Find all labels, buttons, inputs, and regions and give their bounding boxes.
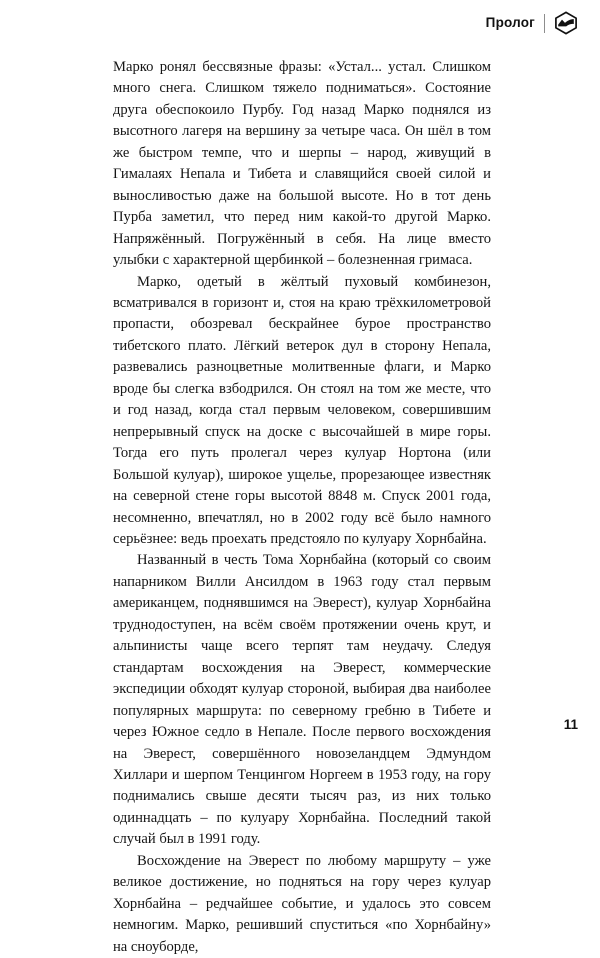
paragraph-4: Восхождение на Эверест по любому маршруту – уже великое достижение, но подняться на гору через кулуар Хорнбайна – редчайшее событие, и удалось это совсем немногим. Марко, решивший спуститься «по Хорнбайну» на сноуборде,	[113, 852, 491, 955]
paragraph-1: Марко ронял бессвязные фразы: «Устал... устал. Слишком много снега. Слишком тяжело подниматься». Состояние друга обеспокоило Пурбу. Год назад Марко поднялся из высотного лагеря на вершину за четыре часа. Он шёл в том же быстром темпе, что и шерпы – народ, живущий в Гималаях Непала и Тибета и славящийся своей силой и выносливостью даже на большой высоте. Но в тот день Пурба заметил, что перед ним какой-то другой Марко. Напряжённый. Погружённый в себя. На лице вместо улыбки с характерной щербинкой – болезненная гримаса.	[113, 59, 491, 269]
running-head-title: Пролог	[485, 14, 535, 30]
body-text-column	[113, 57, 491, 958]
running-head	[486, 11, 578, 35]
hexagon-mountain-icon	[554, 11, 578, 35]
paragraph-3: Названный в честь Тома Хорнбайна (который со своим напарником Вилли Ансилдом в 1963 году стал первым американцем, поднявшимся на Эверест), кулуар Хорнбайна труднодоступен, на всём своём протяжении очень крут, и альпинисты чаще всего терпят там неудачу. Следуя стандартам восхождения на Эверест, коммерческие экспедиции обходят кулуар стороной, выбирая два наиболее популярных маршрута: по северному гребню в Тибете и через Южное седло в Непале. После первого восхождения на Эверест, совершённого новозеландцем Эдмундом Хиллари и шерпом Тенцингом Норгеем в 1953 году, на гору поднимались свыше десяти тысяч раз, из них только одиннадцать – по кулуару Хорнбайна. Последний такой случай был в 1991 году.	[113, 552, 491, 848]
page-number: 11	[563, 717, 578, 732]
paragraph-2: Марко, одетый в жёлтый пуховый комбинезон, всматривался в горизонт и, стоя на краю трёхкилометровой пропасти, обозревал бескрайнее бурое пространство тибетского плато. Лёгкий ветерок дул в сторону Непала, развевались разноцветные молитвенные флаги, и Марко вроде бы слегка взбодрился. Он стоял на том же месте, что и год назад, когда стал первым человеком, совершившим непрерывный спуск на доске с высочайшей в мире горы. Тогда его путь пролегал через кулуар Нортона (или Большой кулуар), широкое ущелье, прорезающее известняк на северной стене горы высотой 8848 м. Спуск 2001 года, несомненно, впечатлял, но в 2002 году всё было намного серьёзнее: ведь проехать предстояло по кулуару Хорнбайна.	[113, 273, 491, 547]
header-divider	[544, 14, 545, 33]
